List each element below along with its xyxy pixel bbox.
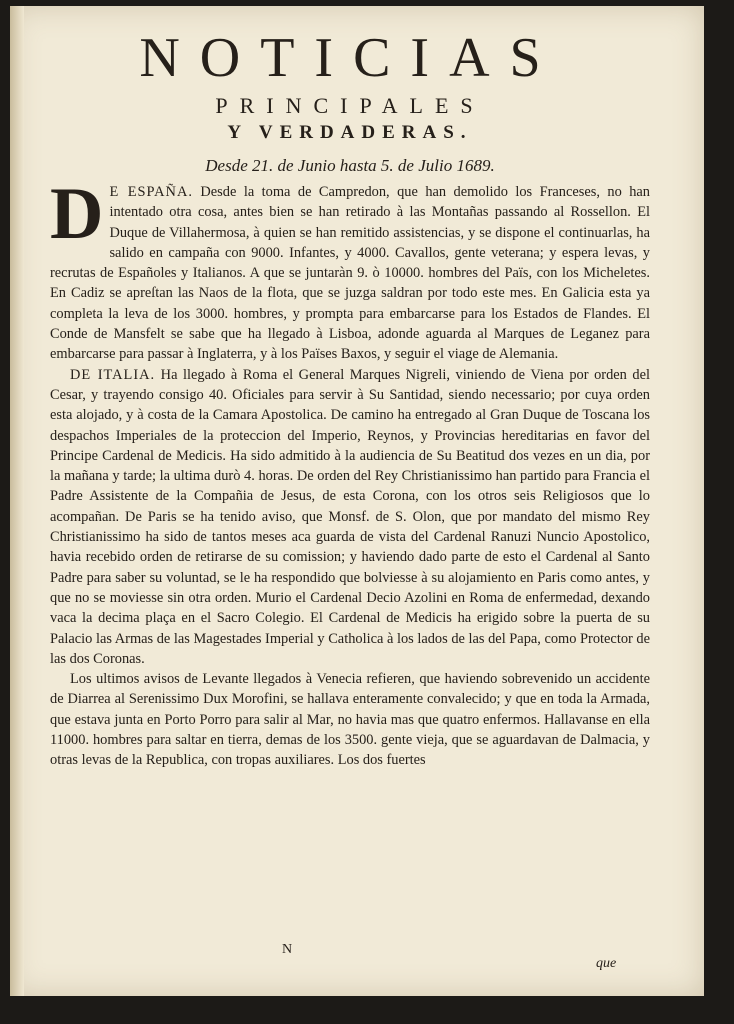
gazette-title: NOTICIAS <box>139 27 561 89</box>
section-text-italia: Ha llegado à Roma el General Marques Nigreli, viniendo de Viena por orden del Cesar, y trayendo consigo 40. Oficiales para servir à Su Santidad, siendo necessario; por cuya orden esta alojado, y à costa de la Camara Apostolica. De camino ha entregado al Gran Duque de Toscana los despachos Imperiales de la proteccion del Imperio, Reynos, y Provincias hereditarias en favor del Principe Cardenal de Medicis. Ha sido admitido à la audiencia de Su Beatitud dos vezes en un dia, por la mañana y tarde; la ultima durò 4. horas. De orden del Rey Christianissimo han partido para Francia el Padre Assistente de la Compañia de Jesus, de esta Corona, con los otros seis Religiosos que lo acompañan. De Paris se ha tenido aviso, que Monsf. de S. Olon, que por mandato del mismo Rey Christianissimo ha sido de tantos meses aca guarda de vista del Cardenal Ranuzi Nuncio Apostolico, havia recebido orden de retirarse de su comission; y haviendo dado parte de esto el Cardenal al Santo Padre para saber su voluntad, se le ha respondido que bolviesse à su alojamiento en Paris como antes, y que no se moviesse sin otra orden. Murio el Cardenal Decio Azolini en Roma de enfermedad, dexando vaca la decima plaça en el Sacro Colegio. El Cardenal de Medicis ha erigido sobre la puerta de su Palacio las Armas de las Magestades Imperial y Catholica à los lados de las del Papa, como Protector de las dos Coronas. <box>50 366 650 667</box>
page-spine-shadow <box>10 6 24 996</box>
gazette-subtitle-2: Y VERDADERAS. <box>227 122 473 143</box>
drop-cap: D <box>50 173 104 255</box>
section-text-espana: Desde la toma de Campredon, que han demolido los Franceses, no han intentado otra cosa, antes bien se han retirado à las Montañas passando al Rossellon. El Duque de Villahermosa, à quien se han remitido assistencias, y se dispone el continuarlas, ha salido en campaña con 9000. Infantes, y 4000. Cavallos, gente veterana; y espera levas, y recrutas de Españoles y Italianos. A que se juntaràn 9. ò 10000. hombres del Païs, con los Micheletes. En Cadiz se apreſtan las Naos de la flota, que se juzga saldran por todo este mes. En Galicia esta ya completa la leva de los 3000. hombres, y prompta para embarcarse para los Estados de Flandes. El Conde de Mansfelt se sabe que ha llegado à Lisboa, adonde aguarda al Marques de Leganez para embarcarse para passar à Inglaterra, y à los Païses Baxos, y seguir el viage de Alemania. <box>50 184 650 363</box>
dateline: Desde 21. de Junio hasta 5. de Julio 1689. <box>205 156 495 175</box>
section-espana <box>50 173 650 365</box>
article-body <box>50 173 650 771</box>
gazette-content <box>50 26 650 771</box>
section-italia <box>50 365 650 669</box>
section-levante <box>50 669 650 770</box>
catchword: que <box>596 956 617 971</box>
gazette-subtitle: PRINCIPALES <box>215 93 485 118</box>
section-lead-italia: DE ITALIA. <box>70 366 156 383</box>
section-text-levante: Los ultimos avisos de Levante llegados à Venecia refieren, que haviendo sobrevenido un accidente de Diarrea al Serenissimo Dux Morofini, se hallava enteramente convalecido; y que en toda la Armada, que estava junta en Porto Porro para salir al Mar, no havia mas que quatro enfermos. Hallavanse en ella 11000. hombres para saltar en tierra, demas de los 3500. gente vieja, que se aguardavan de Dalmacia, y otras levas de la Republica, con tropas auxiliares. Los dos fuertes <box>50 671 650 769</box>
section-lead-espana: E ESPAÑA. <box>109 184 193 200</box>
signature-mark: N <box>282 942 293 957</box>
